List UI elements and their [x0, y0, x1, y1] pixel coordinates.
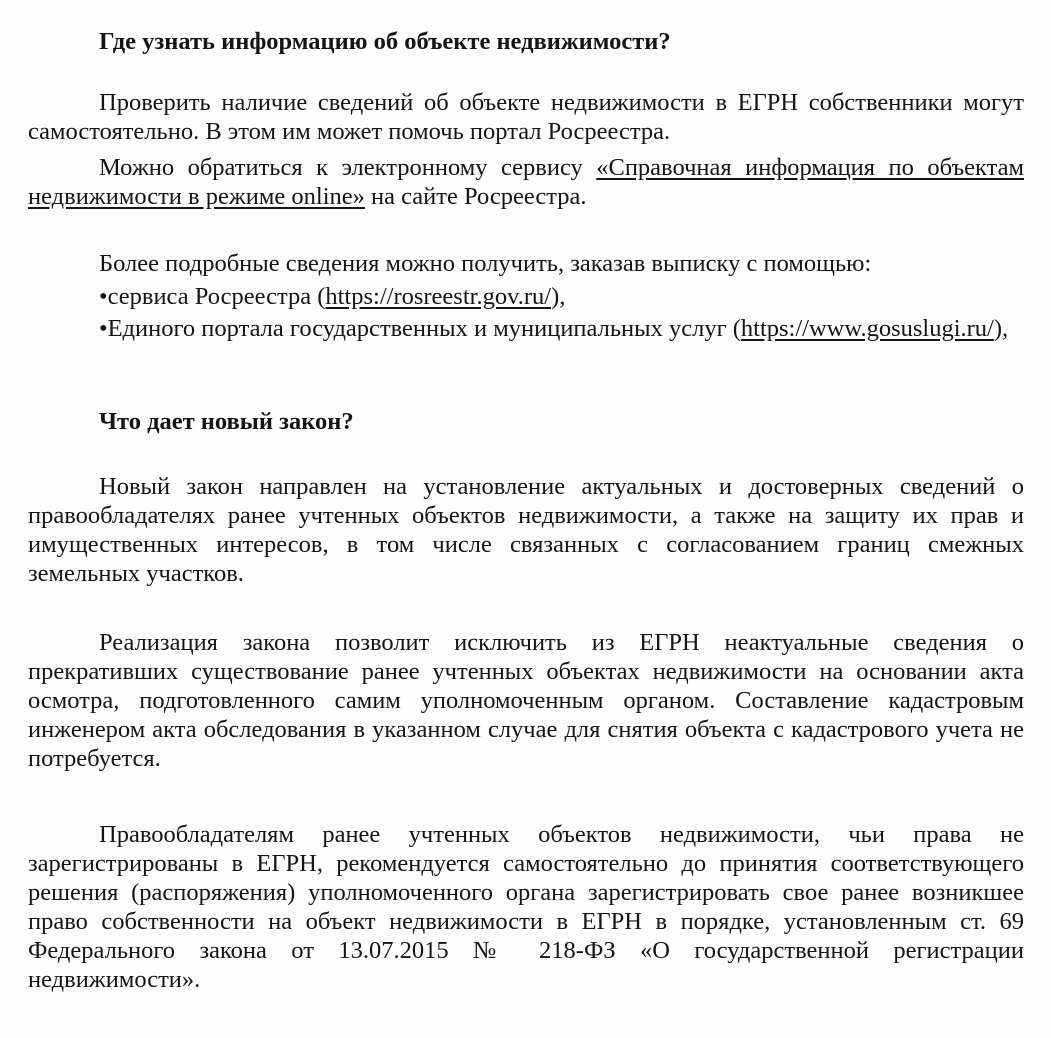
heading-where-to-find-info: Где узнать информацию об объекте недвижимости? [99, 28, 671, 55]
paragraph-law-implementation: Реализация закона позволит исключить из ЕГРН неактуальные сведения о прекративших существование ранее учтенных объектах недвижимости на основании акта осмотра, подготовленного самим уполномоченным органом. Составление кадастровым инженером акта обследования в указанном случае для снятия объекта с кадастрового учета не потребуется. [28, 629, 1024, 772]
paragraph-check-egrn: Проверить наличие сведений об объекте недвижимости в ЕГРН собственники могут самостоятельно. В этом им может помочь портал Росреестра. [28, 89, 1024, 145]
bullet-gosuslugi-text: •Единого портала государственных и муниципальных услуг ( [99, 315, 741, 342]
bullet-gosuslugi-tail: ), [993, 315, 1009, 342]
paragraph-online-service [28, 153, 1024, 211]
paragraph-detailed-info: Более подробные сведения можно получить, заказав выписку с помощью: [99, 250, 872, 277]
paragraph-online-service-text: Можно обратиться к электронному сервису [99, 154, 597, 181]
rosreestr-link[interactable]: https://rosreestr.gov.ru/ [325, 283, 552, 310]
bullet-rosreestr-text: •сервиса Росреестра ( [99, 283, 326, 310]
gosuslugi-link[interactable]: https://www.gosuslugi.ru/ [740, 315, 994, 342]
paragraph-new-law-purpose: Новый закон направлен на установление актуальных и достоверных сведений о правообладателях ранее учтенных объектов недвижимости, а также на защиту их прав и имущественных интересов, в том числе связанных с согласованием границ смежных земельных участков. [28, 473, 1024, 587]
bullet-rosreestr [28, 282, 1051, 311]
online-service-link[interactable]: «Справочная информация по объектам недвижимости в режиме online» [28, 154, 1024, 210]
heading-new-law: Что дает новый закон? [99, 408, 354, 435]
bullet-gosuslugi [28, 314, 1024, 343]
bullet-rosreestr-tail: ), [551, 283, 566, 310]
paragraph-owners-recommendation: Правообладателям ранее учтенных объектов недвижимости, чьи права не зарегистрированы в ЕГРН, рекомендуется самостоятельно до принятия соответствующего решения (распоряжения) уполномоченного органа зарегистрировать свое ранее возникшее право собственности на объект недвижимости в ЕГРН в порядке, установленным ст. 69 Федерального закона от 13.07.2015 № 218-ФЗ «О государственной регистрации недвижимости». [28, 821, 1024, 993]
paragraph-online-service-tail: на сайте Росреестра. [364, 183, 587, 210]
